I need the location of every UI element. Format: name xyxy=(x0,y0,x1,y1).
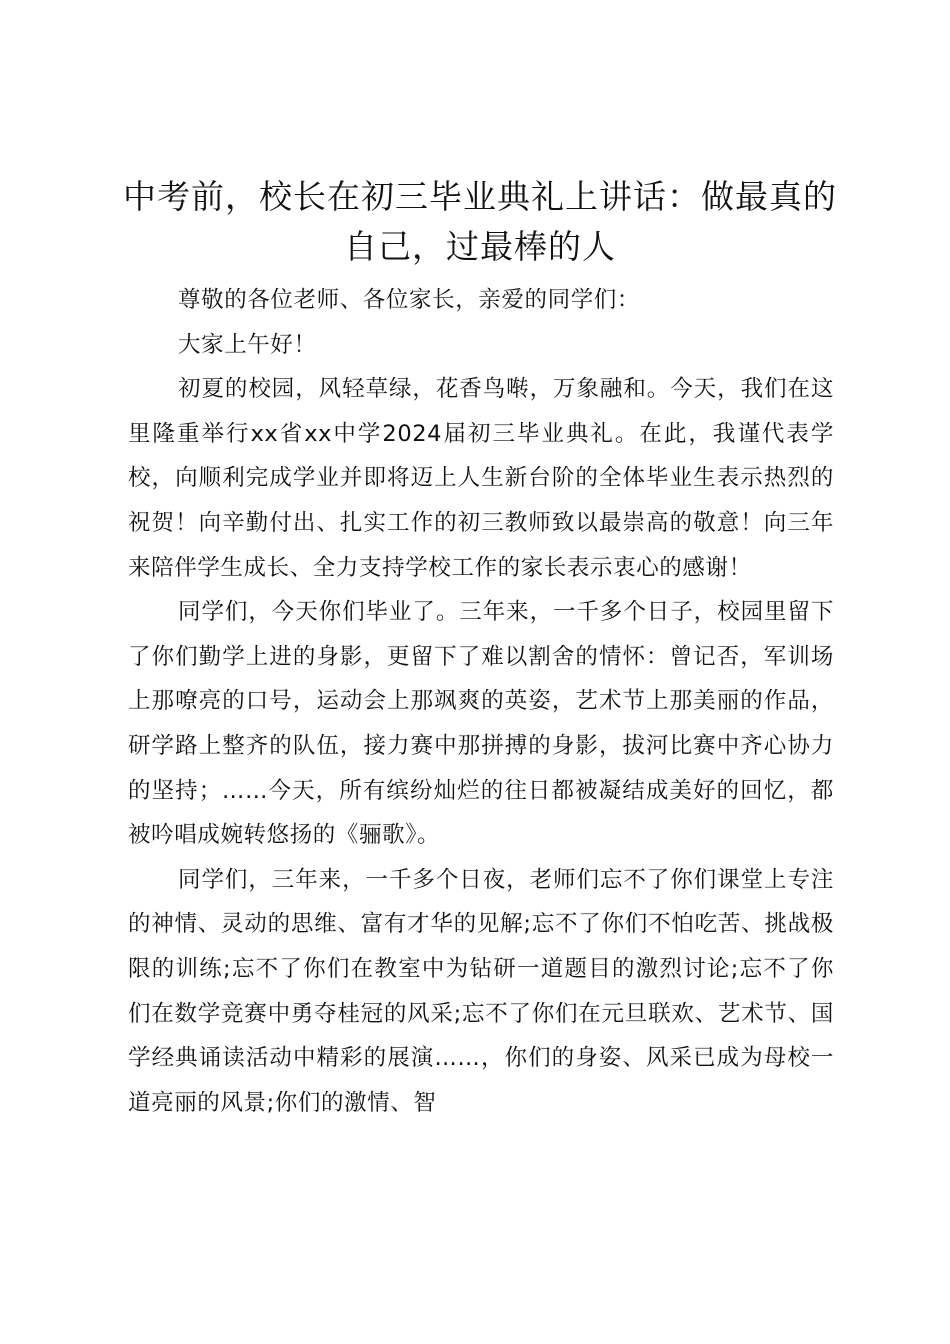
teachers-remember-paragraph: 同学们，三年来，一千多个日夜，老师们忘不了你们课堂上专注的神情、灵动的思维、富有才华的见解;忘不了你们不怕吃苦、挑战极限的训练;忘不了你们在教室中为钻研一道题目的激烈讨论;忘不了你们在数学竞赛中勇夺桂冠的风采;忘不了你们在元旦联欢、艺术节、国学经典诵读活动中精彩的展演……，你们的身姿、风采已成为母校一道亮丽的风景;你们的激情、智 xyxy=(128,866,834,1116)
opening-paragraph: 初夏的校园，风轻草绿，花香鸟啭，万象融和。今天，我们在这里隆重举行xx省xx中学2024届初三毕业典礼。在此，我谨代表学校，向顺利完成学业并即将迈上人生新台阶的全体毕业生表示热烈的祝贺！向辛勤付出、扎实工作的初三教师致以最崇高的敬意！向三年来陪伴学生成长、全力支持学校工作的家长表示衷心的感谢！ xyxy=(128,376,834,581)
greeting-paragraph: 大家上午好！ xyxy=(178,331,317,358)
salutation-paragraph: 尊敬的各位老师、各位家长，亲爱的同学们： xyxy=(178,287,641,313)
document-body xyxy=(128,278,834,1125)
document-title: 中考前，校长在初三毕业典礼上讲话：做最真的自己，过最棒的人 xyxy=(123,177,837,266)
memories-paragraph: 同学们，今天你们毕业了。三年来，一千多个日子，校园里留下了你们勤学上进的身影，更留下了难以割舍的情怀：曾记否，军训场上那嘹亮的口号，运动会上那飒爽的英姿，艺术节上那美丽的作品，研学路上整齐的队伍，接力赛中那拼搏的身影，拔河比赛中齐心协力的坚持；……今天，所有缤纷灿烂的往日都被凝结成美好的回忆，都被吟唱成婉转悠扬的《骊歌》。 xyxy=(128,599,834,849)
